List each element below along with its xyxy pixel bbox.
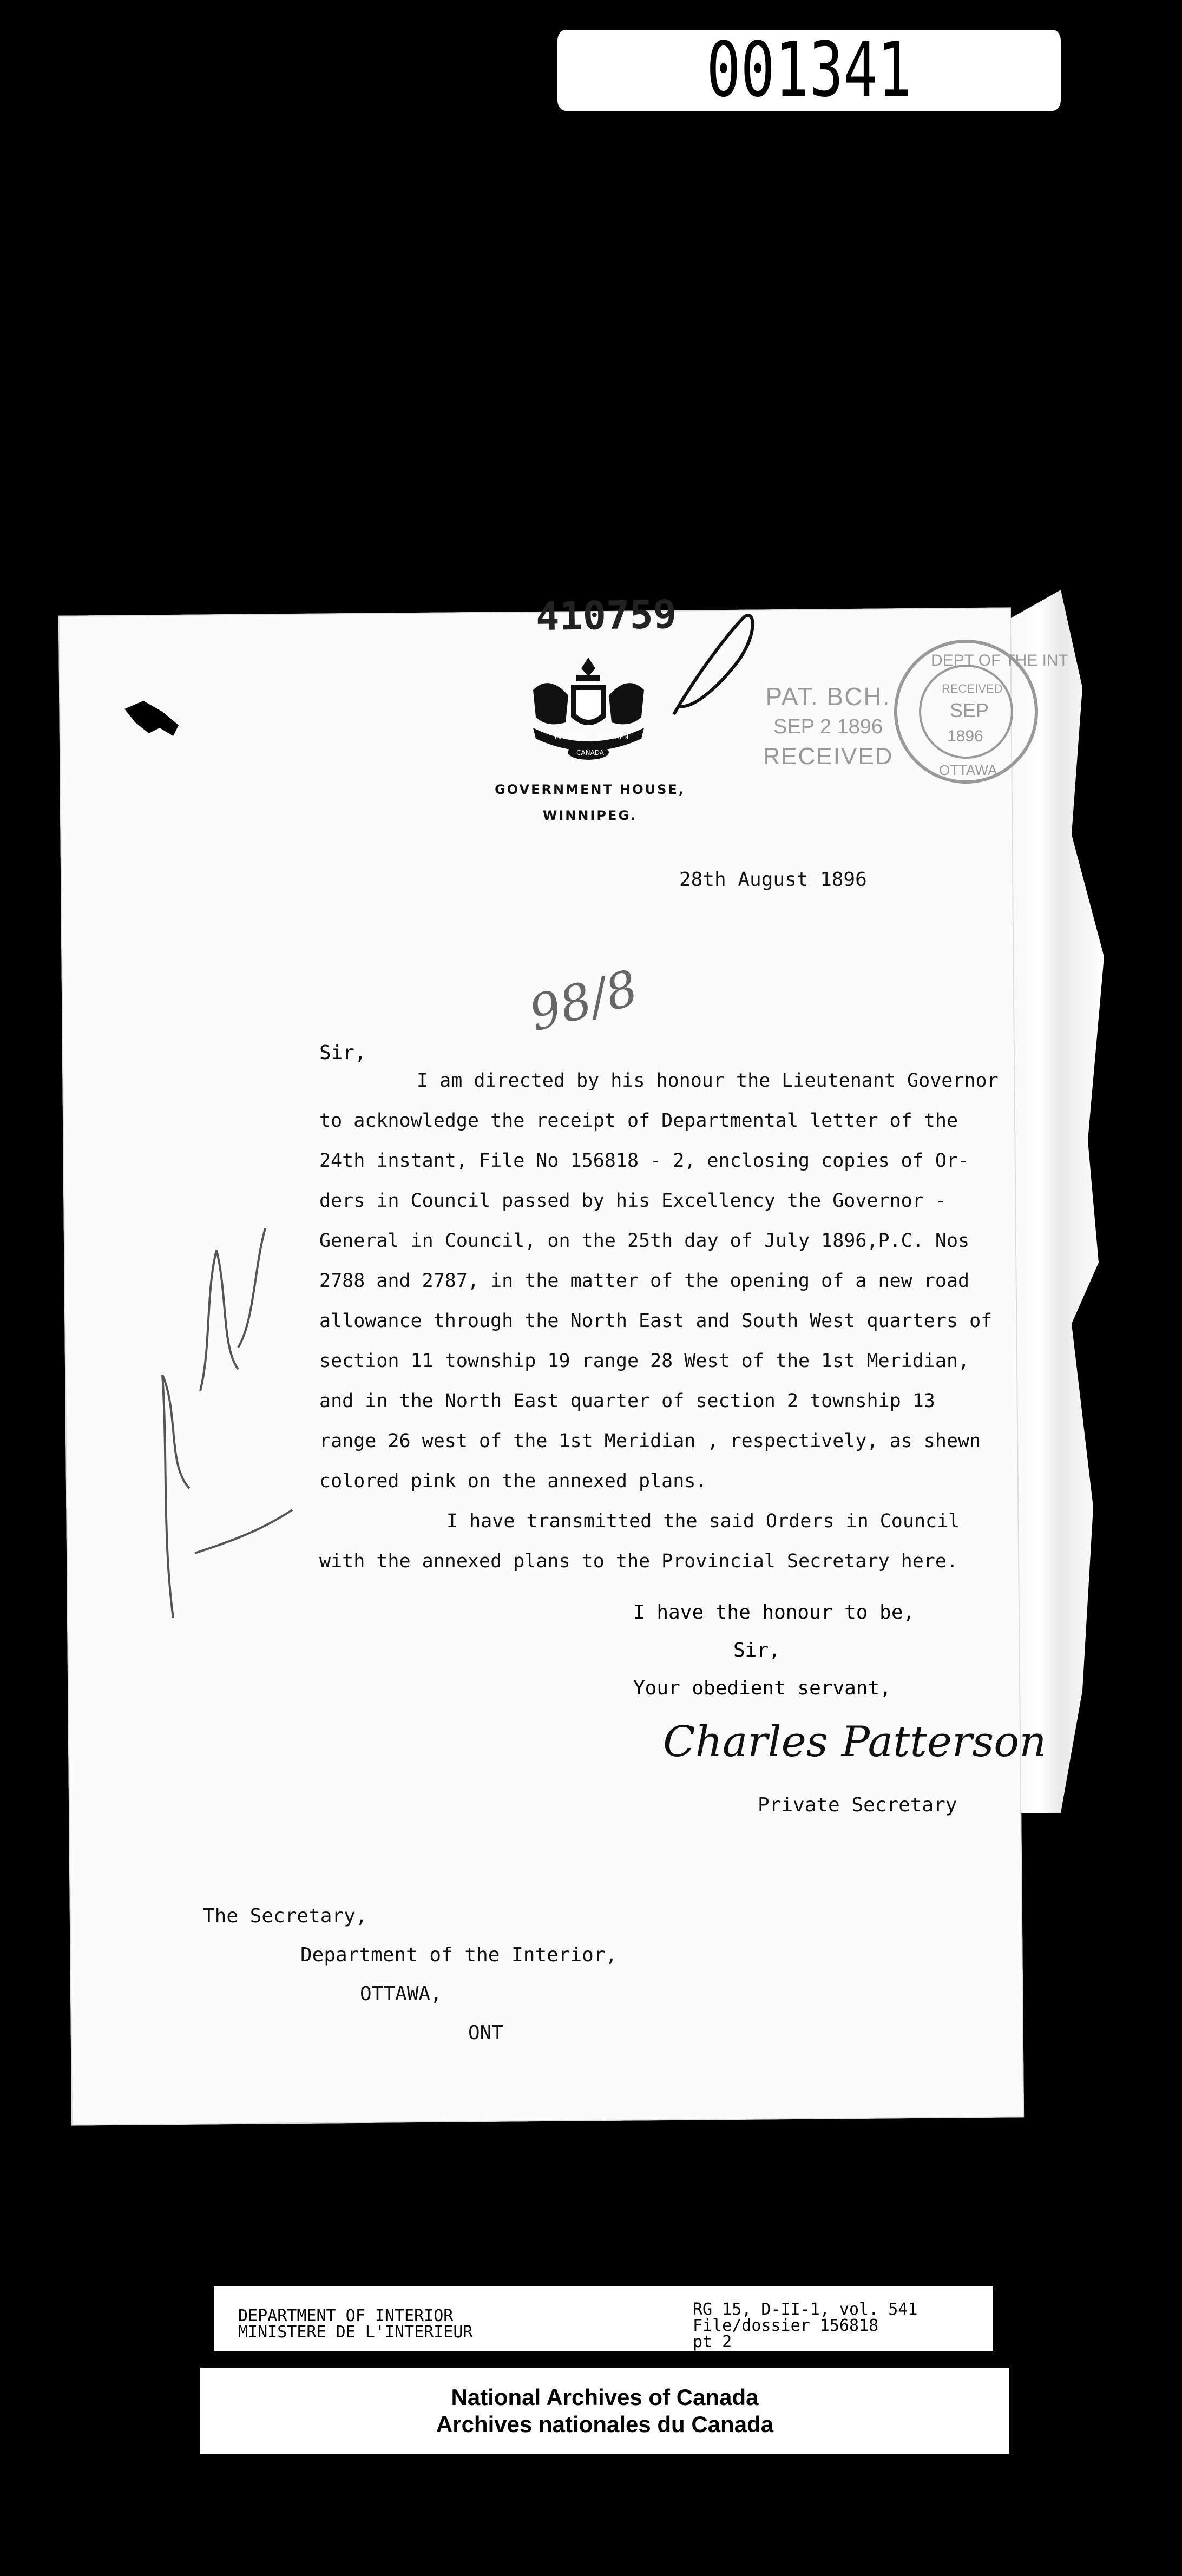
margin-pencil-scribble bbox=[130, 1185, 303, 1629]
ink-blot bbox=[122, 695, 181, 744]
body-line: to acknowledge the receipt of Departmental letter of the bbox=[319, 1110, 958, 1132]
body-line: I have transmitted the said Orders in Council bbox=[446, 1510, 960, 1532]
round-received-stamp bbox=[888, 633, 1068, 790]
recipient-address bbox=[203, 1897, 744, 2053]
dept-fr: MINISTERE DE L'INTERIEUR bbox=[238, 2323, 473, 2342]
body-line: allowance through the North East and South West quarters of bbox=[319, 1310, 993, 1332]
closing-block bbox=[633, 1594, 1012, 1707]
round-stamp-top: DEPT OF THE INT bbox=[931, 652, 1068, 669]
ref-line3: pt 2 bbox=[693, 2332, 732, 2351]
closing-line1: I have the honour to be, bbox=[633, 1601, 915, 1624]
round-stamp-inner: RECEIVED bbox=[942, 682, 1003, 695]
ref-line1: RG 15, D-II-1, vol. 541 bbox=[693, 2300, 918, 2319]
received-stamp-pat-bch bbox=[758, 682, 898, 770]
crest-emblem bbox=[522, 652, 655, 766]
body-line: 2788 and 2787, in the matter of the opening of a new road bbox=[319, 1270, 970, 1292]
round-stamp-month: SEP bbox=[950, 699, 989, 721]
crest-text-left: MANITOBA bbox=[555, 733, 587, 740]
letterhead bbox=[465, 777, 714, 829]
body-line: General in Council, on the 25th day of July 1896,P.C. Nos bbox=[319, 1230, 970, 1252]
letterhead-line2: WINNIPEG. bbox=[542, 808, 638, 823]
archive-reference-label bbox=[214, 2286, 993, 2351]
archive-name-label bbox=[200, 2368, 1009, 2454]
stamp-line1: PAT. BCH. bbox=[765, 682, 891, 711]
stamp-line2: SEP 2 1896 bbox=[773, 715, 883, 738]
ink-initial-mark bbox=[663, 612, 760, 720]
dept-en: DEPARTMENT OF INTERIOR bbox=[238, 2306, 454, 2325]
crest-text-bottom: CANADA bbox=[576, 749, 605, 757]
signer-title: Private Secretary bbox=[758, 1794, 957, 1816]
address-line1: The Secretary, bbox=[203, 1905, 367, 1927]
body-line: I am directed by his honour the Lieutenant Governor bbox=[417, 1070, 999, 1092]
address-line2: Department of the Interior, bbox=[300, 1944, 618, 1966]
closing-line3: Your obedient servant, bbox=[633, 1677, 891, 1699]
salutation: Sir, bbox=[319, 1042, 366, 1064]
archive-name-en: National Archives of Canada bbox=[451, 2384, 759, 2410]
letter-date: 28th August 1896 bbox=[679, 869, 867, 891]
body-line: and in the North East quarter of section 2 township 13 bbox=[319, 1390, 935, 1412]
signature-text: Charles Patterson bbox=[663, 1718, 1047, 1766]
department-names bbox=[238, 2308, 472, 2341]
file-number-stamp: 410759 bbox=[535, 591, 677, 640]
body-line: with the annexed plans to the Provincial Secretary here. bbox=[319, 1550, 958, 1572]
closing-line2: Sir, bbox=[733, 1639, 780, 1661]
handwritten-signature bbox=[658, 1705, 1047, 1780]
body-line: 24th instant, File No 156818 - 2, enclosing copies of Or- bbox=[319, 1150, 970, 1172]
body-line: section 11 township 19 range 28 West of the 1st Meridian, bbox=[319, 1350, 970, 1372]
pencil-note bbox=[520, 958, 649, 1055]
archive-name-fr: Archives nationales du Canada bbox=[436, 2411, 774, 2437]
letter-body bbox=[319, 1061, 1034, 1581]
round-stamp-bottom: OTTAWA bbox=[939, 762, 997, 778]
crest-text-right: KEEWATIN bbox=[598, 733, 629, 740]
ref-line2: File/dossier 156818 bbox=[693, 2316, 879, 2335]
stamp-line3: RECEIVED bbox=[763, 743, 894, 770]
round-stamp-year: 1896 bbox=[947, 727, 983, 745]
body-line: ders in Council passed by his Excellency the Governor - bbox=[319, 1190, 947, 1212]
frame-number: 001341 bbox=[557, 30, 1061, 111]
body-line: colored pink on the annexed plans. bbox=[319, 1470, 707, 1492]
body-line: range 26 west of the 1st Meridian , respectively, as shewn bbox=[319, 1430, 981, 1452]
letterhead-line1: GOVERNMENT HOUSE, bbox=[495, 782, 685, 797]
archive-reference bbox=[693, 2302, 917, 2350]
address-line3: OTTAWA, bbox=[360, 1983, 442, 2005]
address-line4: ONT bbox=[468, 2022, 504, 2044]
pencil-note-text: 98/8 bbox=[523, 959, 644, 1043]
